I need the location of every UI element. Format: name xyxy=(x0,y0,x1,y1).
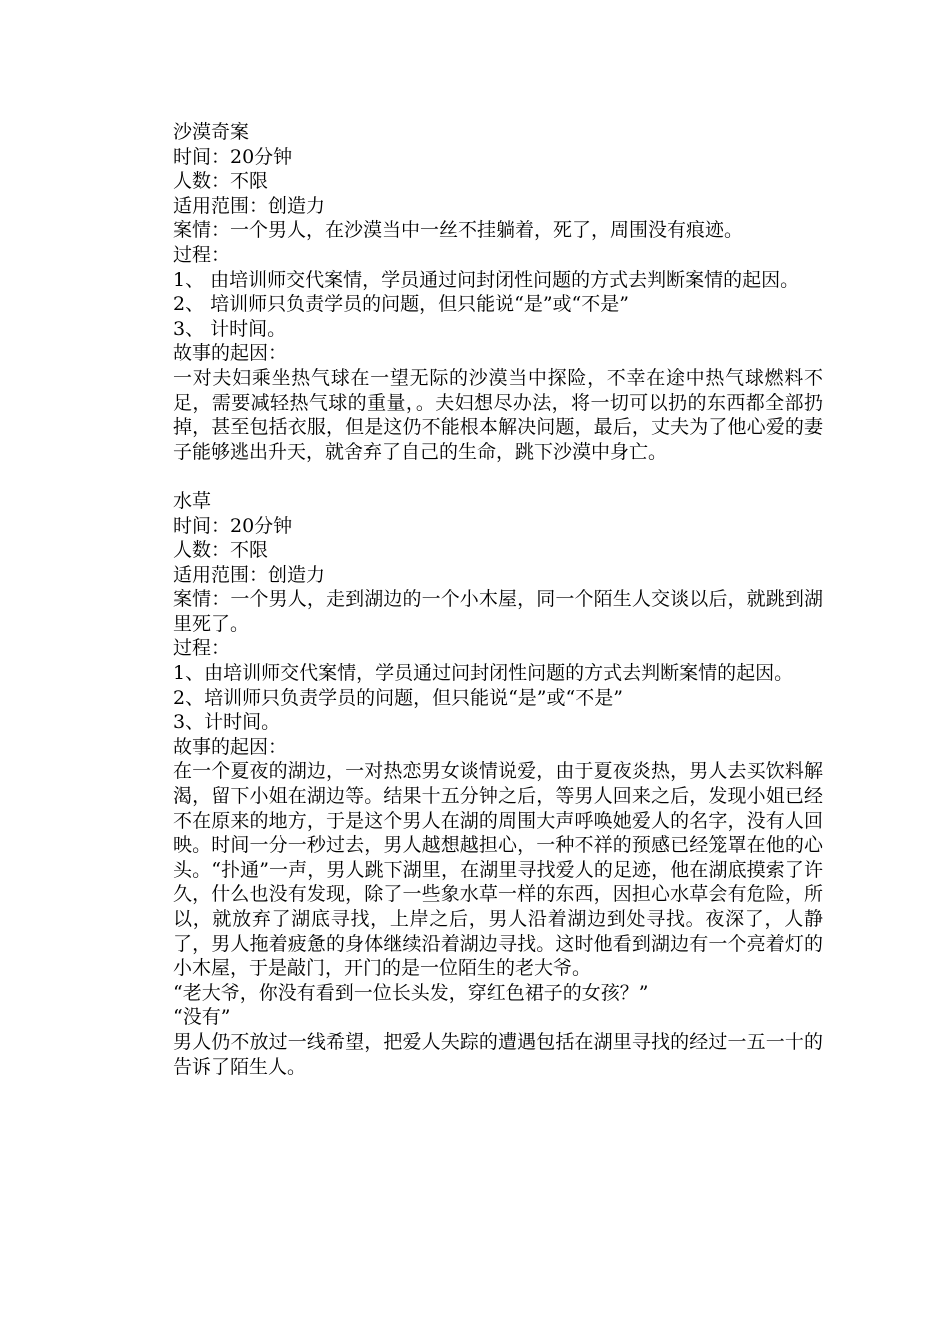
cause-label: 故事的起因： xyxy=(173,342,288,365)
document-page xyxy=(173,120,823,1079)
section-title: 沙漠奇案 xyxy=(173,121,250,143)
dialogue-line: “老大爷，你没有看到一位长头发，穿红色裙子的女孩？” xyxy=(173,981,649,1004)
step-item: 1、 由培训师交代案情，学员通过问封闭性问题的方式去判断案情的起因。 xyxy=(173,268,800,291)
step-item: 3、计时间。 xyxy=(173,711,281,734)
process-label: 过程： xyxy=(173,243,231,266)
section-desert-case xyxy=(173,120,823,464)
dialogue-line: “没有” xyxy=(173,1006,231,1029)
section-water-weed xyxy=(173,489,823,1079)
scope-line: 适用范围：创造力 xyxy=(173,563,326,586)
ending-text: 男人仍不放过一线希望，把爱人失踪的遭遇包括在湖里寻找的经过一五一十的告诉了陌生人。 xyxy=(173,1030,823,1078)
cause-label: 故事的起因： xyxy=(173,735,288,758)
people-line: 人数：不限 xyxy=(173,539,269,562)
section-spacer xyxy=(173,464,823,489)
case-text: 案情：一个男人，在沙漠当中一丝不挂躺着，死了，周围没有痕迹。 xyxy=(173,219,744,242)
people-line: 人数：不限 xyxy=(173,170,269,193)
step-item: 2、培训师只负责学员的问题，但只能说“是”或“不是” xyxy=(173,686,623,709)
step-item: 1、由培训师交代案情，学员通过问封闭性问题的方式去判断案情的起因。 xyxy=(173,662,794,685)
time-line: 时间：20分钟 xyxy=(173,514,293,537)
case-text: 案情：一个男人，走到湖边的一个小木屋，同一个陌生人交谈以后，就跳到湖里死了。 xyxy=(173,588,823,635)
time-line: 时间：20分钟 xyxy=(173,145,293,168)
section-title: 水草 xyxy=(173,489,212,512)
cause-text: 在一个夏夜的湖边，一对热恋男女谈情说爱，由于夏夜炎热，男人去买饮料解渴，留下小姐在湖边等。结果十五分钟之后，等男人回来之后，发现小姐已经不在原来的地方，于是这个男人在湖的周围大声呼唤她爱人的名字，没有人回映。时间一分一秒过去，男人越想越担心，一种不祥的预感已经笼罩在他的心头。“扑通”一声，男人跳下湖里，在湖里寻找爱人的足迹，他在湖底摸索了许久，什么也没有发现，除了一些象水草一样的东西，因担心水草会有危险，所以，就放弃了湖底寻找，上岸之后，男人沿着湖边到处寻找。夜深了，人静了，男人拖着疲惫的身体继续沿着湖边寻找。这时他看到湖边有一个亮着灯的小木屋，于是敲门，开门的是一位陌生的老大爷。 xyxy=(173,760,823,980)
step-item: 3、 计时间。 xyxy=(173,317,287,340)
step-item: 2、 培训师只负责学员的问题，但只能说“是”或“不是” xyxy=(173,293,629,316)
process-label: 过程： xyxy=(173,637,231,660)
scope-line: 适用范围：创造力 xyxy=(173,194,326,217)
cause-text: 一对夫妇乘坐热气球在一望无际的沙漠当中探险，不幸在途中热气球燃料不足，需要减轻热气球的重量，。夫妇想尽办法，将一切可以扔的东西都全部扔掉，甚至包括衣服，但是这仍不能根本解决问题，最后，丈夫为了他心爱的妻子能够逃出升天，就舍弃了自己的生命，跳下沙漠中身亡。 xyxy=(173,366,823,463)
